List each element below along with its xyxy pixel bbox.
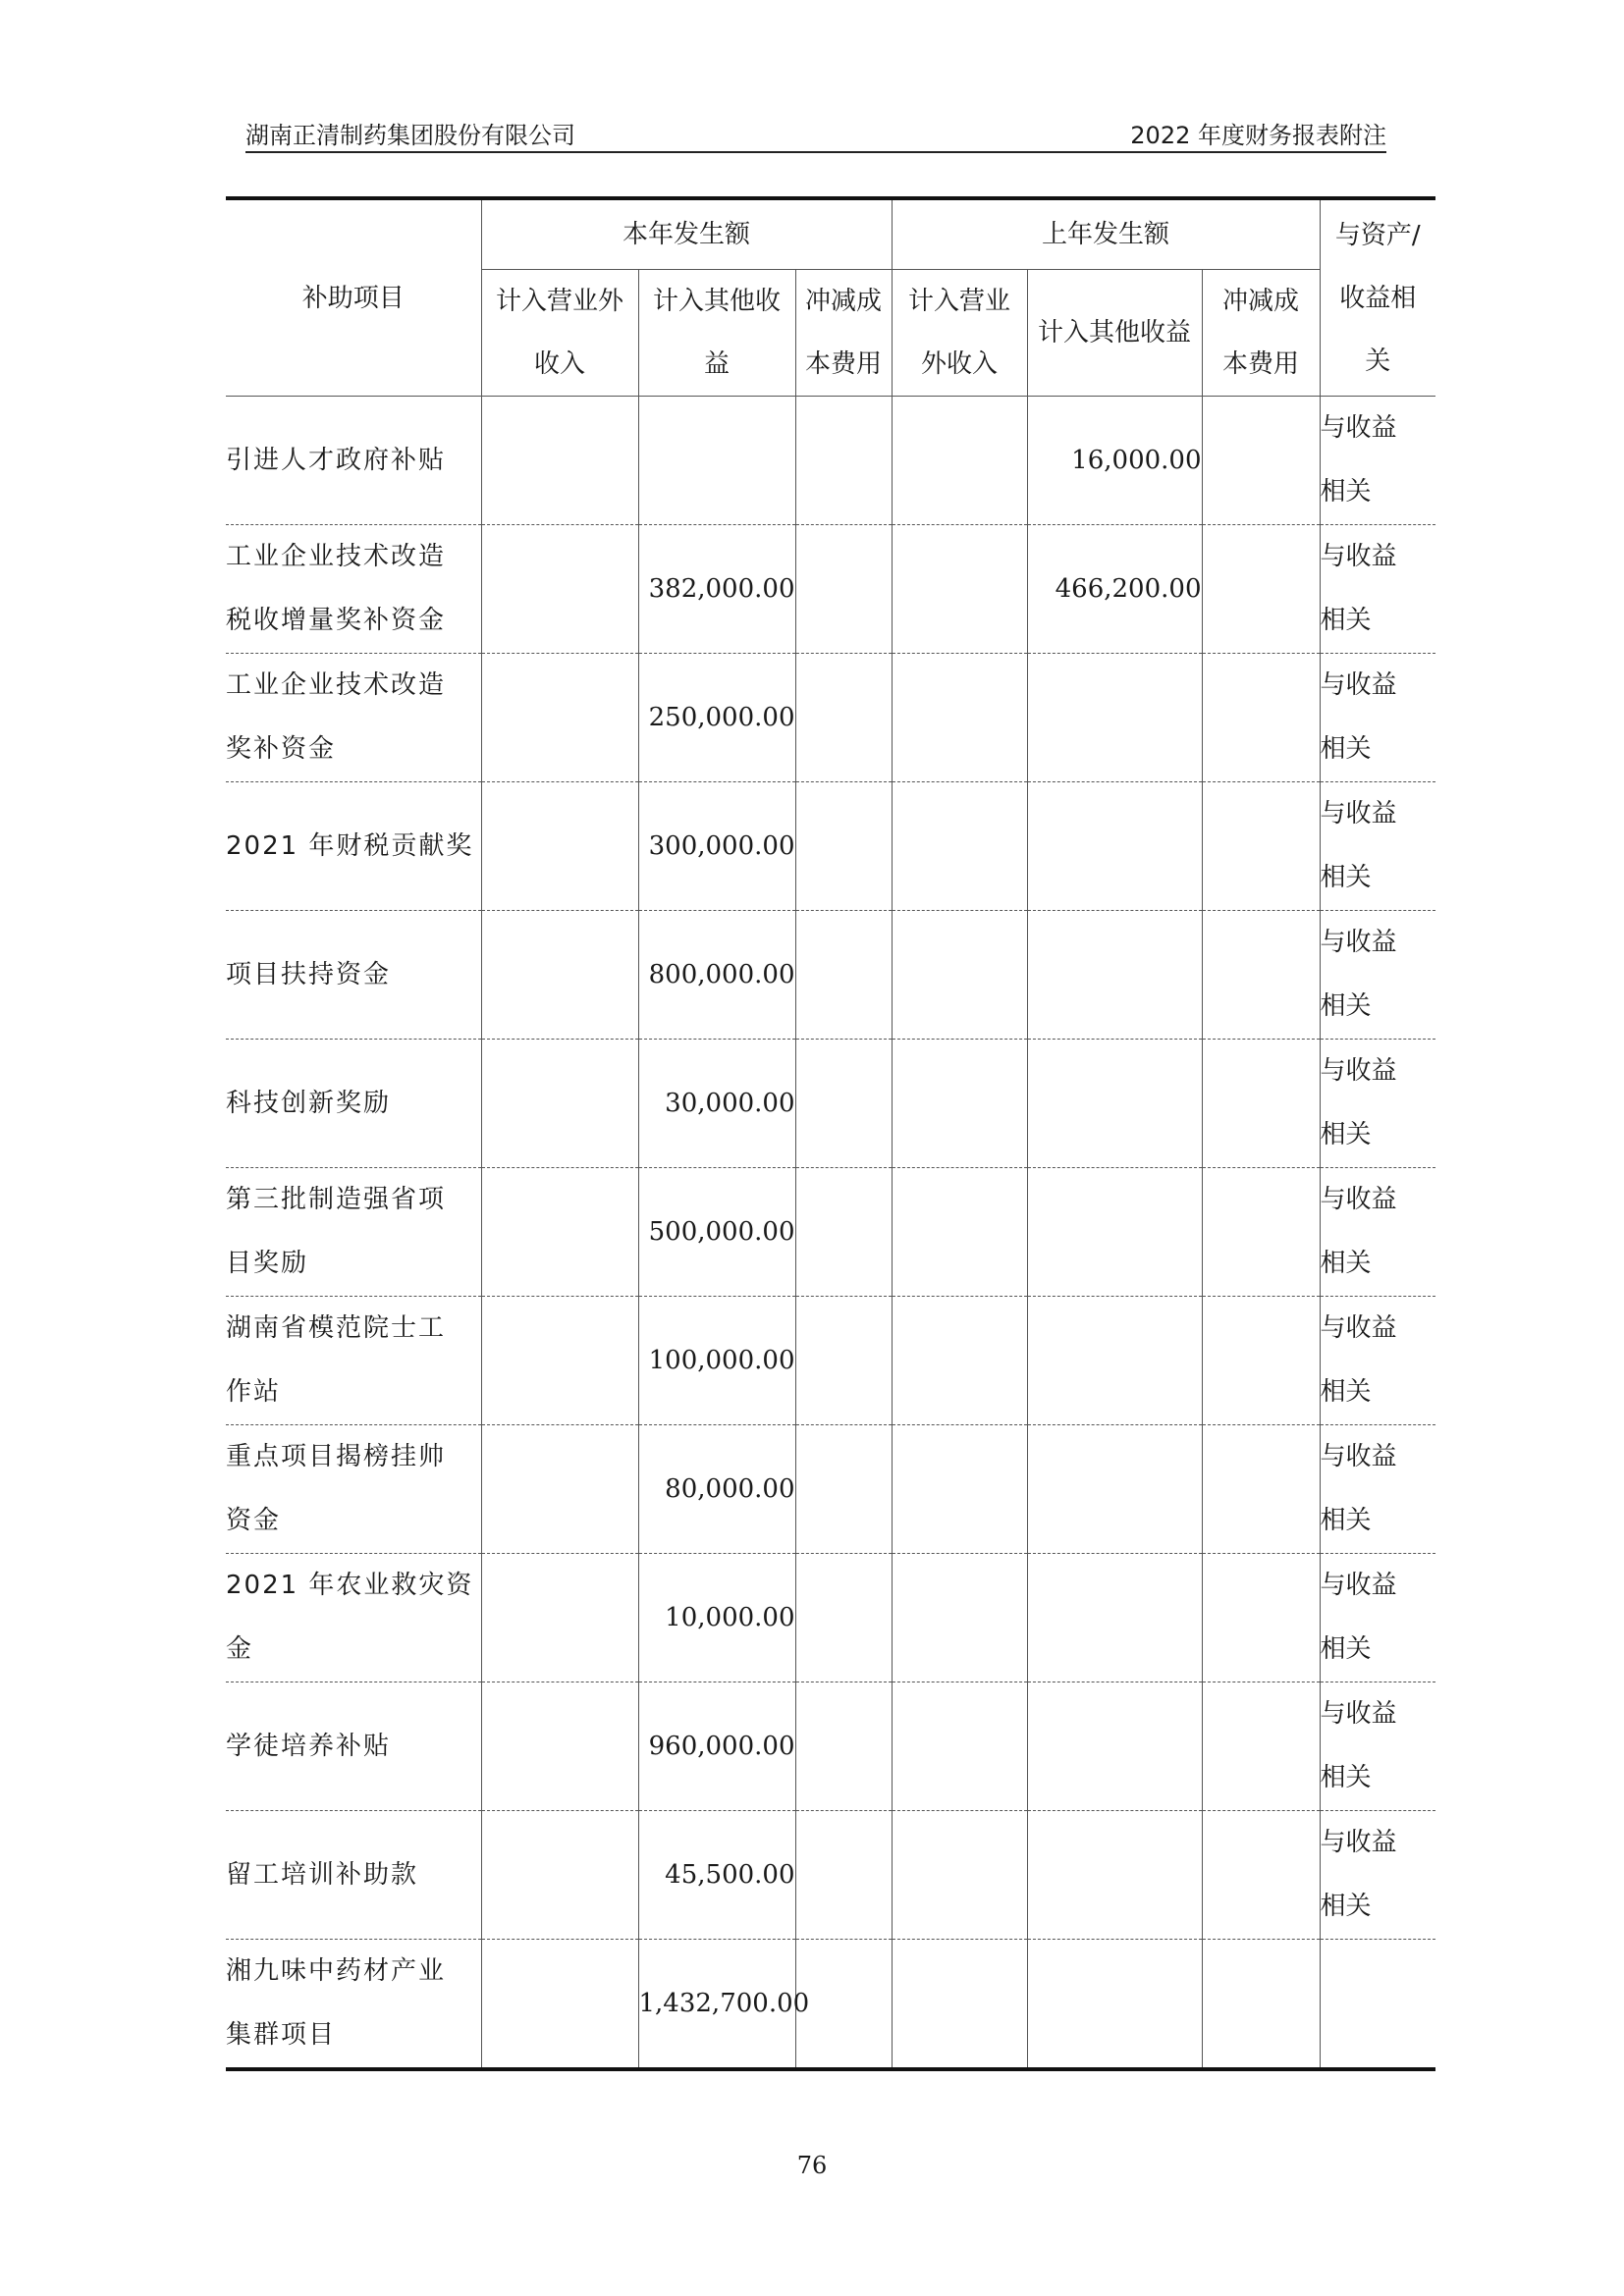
header-line: 冲减成 — [804, 287, 882, 316]
cell-item-line: 奖补资金 — [226, 734, 337, 764]
cell-pri-offset — [1202, 1297, 1320, 1425]
cell-related-line: 与收益 — [1320, 1056, 1397, 1086]
group-header-prior-year: 上年发生额 — [892, 198, 1320, 270]
cell-related — [1320, 1297, 1435, 1425]
cell-cur-offset — [795, 654, 892, 782]
cell-pri-offset — [1202, 525, 1320, 654]
cell-related — [1320, 1682, 1435, 1811]
col-header-pri-other: 计入其他收益 — [1027, 270, 1202, 397]
cell-cur-other: 500,000.00 — [638, 1168, 795, 1297]
cell-item — [226, 911, 481, 1040]
subsidy-table — [226, 196, 1435, 2071]
cell-related — [1320, 397, 1435, 525]
cell-cur-nonop — [481, 1425, 638, 1554]
cell-item — [226, 1554, 481, 1682]
cell-related-line: 与收益 — [1320, 1571, 1397, 1600]
cell-cur-other: 960,000.00 — [638, 1682, 795, 1811]
cell-pri-other — [1027, 782, 1202, 911]
cell-cur-nonop — [481, 1040, 638, 1168]
cell-pri-nonop — [892, 1040, 1027, 1168]
table-row — [226, 1682, 1435, 1811]
header-divider — [245, 151, 1386, 153]
cell-related — [1320, 782, 1435, 911]
cell-cur-other: 382,000.00 — [638, 525, 795, 654]
cell-item — [226, 654, 481, 782]
cell-related-line: 与收益 — [1320, 542, 1397, 571]
cell-related — [1320, 1940, 1435, 2070]
cell-item-line: 资金 — [226, 1506, 282, 1535]
cell-related-line: 相关 — [1320, 1377, 1372, 1407]
header-line: 本费用 — [1221, 349, 1299, 379]
header-report-title: 2022 年度财务报表附注 — [1130, 122, 1386, 149]
table-row — [226, 1940, 1435, 2070]
cell-related-line: 相关 — [1320, 863, 1372, 892]
cell-item — [226, 1940, 481, 2070]
cell-item-line: 湖南省模范院士工 — [226, 1313, 447, 1343]
col-header-related-line: 关 — [1365, 346, 1391, 376]
cell-item-line: 重点项目揭榜挂帅 — [226, 1442, 447, 1471]
cell-related-line: 与收益 — [1320, 799, 1397, 828]
header-line: 计入营业 — [907, 287, 1010, 316]
cell-pri-other — [1027, 1168, 1202, 1297]
cell-item — [226, 525, 481, 654]
cell-related-line: 相关 — [1320, 1249, 1372, 1278]
table-row — [226, 1297, 1435, 1425]
header-line: 计入其他收 — [652, 287, 781, 316]
cell-pri-other — [1027, 1554, 1202, 1682]
cell-cur-offset — [795, 1554, 892, 1682]
cell-item-line: 金 — [226, 1634, 254, 1664]
cell-pri-offset — [1202, 1168, 1320, 1297]
cell-related — [1320, 1554, 1435, 1682]
cell-cur-offset — [795, 1682, 892, 1811]
cell-cur-other: 10,000.00 — [638, 1554, 795, 1682]
cell-cur-nonop — [481, 1168, 638, 1297]
cell-pri-other — [1027, 1940, 1202, 2070]
cell-pri-offset — [1202, 1040, 1320, 1168]
table-row — [226, 782, 1435, 911]
table-row — [226, 1425, 1435, 1554]
cell-cur-other: 250,000.00 — [638, 654, 795, 782]
cell-related-line: 与收益 — [1320, 413, 1397, 443]
cell-item-line: 第三批制造强省项 — [226, 1185, 447, 1214]
cell-item-line: 2021 年财税贡献奖 — [226, 830, 474, 861]
cell-pri-nonop — [892, 1297, 1027, 1425]
cell-related-line: 相关 — [1320, 1634, 1372, 1664]
cell-item — [226, 1040, 481, 1168]
table-row — [226, 397, 1435, 525]
page-number: 76 — [796, 2152, 828, 2179]
cell-cur-nonop — [481, 1811, 638, 1940]
table-body — [226, 397, 1435, 2070]
cell-related — [1320, 1168, 1435, 1297]
group-header-current-year: 本年发生额 — [481, 198, 892, 270]
cell-pri-offset — [1202, 654, 1320, 782]
cell-item-line: 工业企业技术改造 — [226, 670, 447, 700]
cell-cur-nonop — [481, 525, 638, 654]
header-company: 湖南正清制药集团股份有限公司 — [245, 122, 575, 149]
table-row — [226, 1554, 1435, 1682]
cell-pri-offset — [1202, 911, 1320, 1040]
cell-cur-offset — [795, 1040, 892, 1168]
cell-cur-nonop — [481, 654, 638, 782]
cell-item — [226, 1682, 481, 1811]
col-header-cur-other — [638, 270, 795, 397]
table-row — [226, 1040, 1435, 1168]
cell-item-line: 作站 — [226, 1377, 282, 1407]
cell-item-line: 2021 年农业救灾资 — [226, 1571, 474, 1600]
cell-item-line: 湘九味中药材产业 — [226, 1956, 447, 1986]
cell-item — [226, 1168, 481, 1297]
cell-pri-other — [1027, 911, 1202, 1040]
table-row — [226, 911, 1435, 1040]
cell-pri-nonop — [892, 911, 1027, 1040]
cell-related — [1320, 1425, 1435, 1554]
cell-pri-other — [1027, 1811, 1202, 1940]
cell-pri-other — [1027, 1040, 1202, 1168]
cell-related — [1320, 1811, 1435, 1940]
cell-related-line: 相关 — [1320, 1763, 1372, 1792]
header-line: 冲减成 — [1221, 287, 1299, 316]
cell-item-line: 工业企业技术改造 — [226, 542, 447, 571]
cell-related — [1320, 1040, 1435, 1168]
cell-pri-offset — [1202, 1811, 1320, 1940]
cell-related-line: 相关 — [1320, 734, 1372, 764]
cell-item — [226, 397, 481, 525]
col-header-related-line: 收益相 — [1339, 283, 1417, 313]
cell-related-line: 与收益 — [1320, 1185, 1397, 1214]
cell-cur-nonop — [481, 911, 638, 1040]
col-header-pri-offset — [1202, 270, 1320, 397]
cell-pri-nonop — [892, 1940, 1027, 2070]
cell-pri-nonop — [892, 1425, 1027, 1554]
cell-pri-other — [1027, 654, 1202, 782]
header-line: 本费用 — [804, 349, 882, 379]
cell-cur-other: 30,000.00 — [638, 1040, 795, 1168]
col-header-cur-offset — [795, 270, 892, 397]
cell-related-line: 与收益 — [1320, 1828, 1397, 1857]
cell-cur-offset — [795, 397, 892, 525]
cell-related — [1320, 525, 1435, 654]
cell-related-line: 相关 — [1320, 606, 1372, 635]
cell-pri-nonop — [892, 1811, 1027, 1940]
header-line: 计入营业外 — [495, 287, 623, 316]
cell-cur-nonop — [481, 1940, 638, 2070]
cell-pri-offset — [1202, 1425, 1320, 1554]
cell-cur-nonop — [481, 1554, 638, 1682]
header-line: 收入 — [533, 349, 585, 379]
cell-related-line: 相关 — [1320, 1506, 1372, 1535]
header-line: 外收入 — [920, 349, 998, 379]
cell-cur-other: 1,432,700.00 — [638, 1940, 795, 2070]
cell-pri-other — [1027, 1425, 1202, 1554]
cell-cur-offset — [795, 1425, 892, 1554]
cell-pri-nonop — [892, 397, 1027, 525]
col-header-related-line: 与资产/ — [1334, 220, 1421, 250]
cell-pri-other — [1027, 1297, 1202, 1425]
cell-pri-nonop — [892, 1554, 1027, 1682]
cell-pri-nonop — [892, 1168, 1027, 1297]
cell-cur-nonop — [481, 1682, 638, 1811]
col-header-related — [1320, 198, 1435, 397]
col-header-item: 补助项目 — [226, 198, 481, 397]
cell-pri-offset — [1202, 1940, 1320, 2070]
cell-item-line: 税收增量奖补资金 — [226, 606, 447, 635]
cell-item — [226, 1297, 481, 1425]
cell-related-line: 与收益 — [1320, 670, 1397, 700]
cell-cur-offset — [795, 1168, 892, 1297]
cell-related-line: 相关 — [1320, 1892, 1372, 1921]
header-line: 益 — [703, 349, 730, 379]
cell-cur-offset — [795, 1940, 892, 2070]
cell-pri-other: 16,000.00 — [1027, 397, 1202, 525]
cell-item — [226, 1811, 481, 1940]
cell-pri-offset — [1202, 1682, 1320, 1811]
cell-cur-offset — [795, 1811, 892, 1940]
cell-cur-other — [638, 397, 795, 525]
col-header-pri-nonop — [892, 270, 1027, 397]
cell-related — [1320, 654, 1435, 782]
cell-cur-other: 45,500.00 — [638, 1811, 795, 1940]
cell-pri-nonop — [892, 654, 1027, 782]
cell-cur-offset — [795, 525, 892, 654]
cell-related — [1320, 911, 1435, 1040]
cell-item-line: 留工培训补助款 — [226, 1859, 419, 1890]
cell-pri-offset — [1202, 397, 1320, 525]
cell-pri-offset — [1202, 782, 1320, 911]
cell-pri-other: 466,200.00 — [1027, 525, 1202, 654]
cell-pri-nonop — [892, 525, 1027, 654]
cell-related-line: 相关 — [1320, 477, 1372, 507]
table-row — [226, 654, 1435, 782]
cell-cur-nonop — [481, 397, 638, 525]
cell-item-line: 项目扶持资金 — [226, 959, 392, 989]
cell-cur-other: 800,000.00 — [638, 911, 795, 1040]
cell-pri-nonop — [892, 1682, 1027, 1811]
cell-related-line: 与收益 — [1320, 1442, 1397, 1471]
cell-cur-nonop — [481, 782, 638, 911]
cell-item — [226, 782, 481, 911]
cell-pri-other — [1027, 1682, 1202, 1811]
table-row — [226, 525, 1435, 654]
cell-cur-offset — [795, 782, 892, 911]
cell-item-line: 科技创新奖励 — [226, 1088, 392, 1118]
cell-cur-offset — [795, 911, 892, 1040]
cell-cur-other: 100,000.00 — [638, 1297, 795, 1425]
cell-item-line: 目奖励 — [226, 1249, 309, 1278]
cell-related-line: 与收益 — [1320, 1313, 1397, 1343]
cell-related-line: 与收益 — [1320, 928, 1397, 957]
col-header-cur-nonop — [481, 270, 638, 397]
cell-cur-other: 80,000.00 — [638, 1425, 795, 1554]
table-row — [226, 1168, 1435, 1297]
cell-item-line: 学徒培养补贴 — [226, 1731, 392, 1761]
cell-pri-offset — [1202, 1554, 1320, 1682]
cell-pri-nonop — [892, 782, 1027, 911]
cell-related-line: 与收益 — [1320, 1699, 1397, 1729]
cell-related-line: 相关 — [1320, 1120, 1372, 1149]
cell-item — [226, 1425, 481, 1554]
table-row — [226, 1811, 1435, 1940]
cell-cur-offset — [795, 1297, 892, 1425]
cell-related-line: 相关 — [1320, 991, 1372, 1021]
cell-item-line: 集群项目 — [226, 2020, 337, 2050]
cell-item-line: 引进人才政府补贴 — [226, 445, 447, 475]
cell-cur-nonop — [481, 1297, 638, 1425]
cell-cur-other: 300,000.00 — [638, 782, 795, 911]
